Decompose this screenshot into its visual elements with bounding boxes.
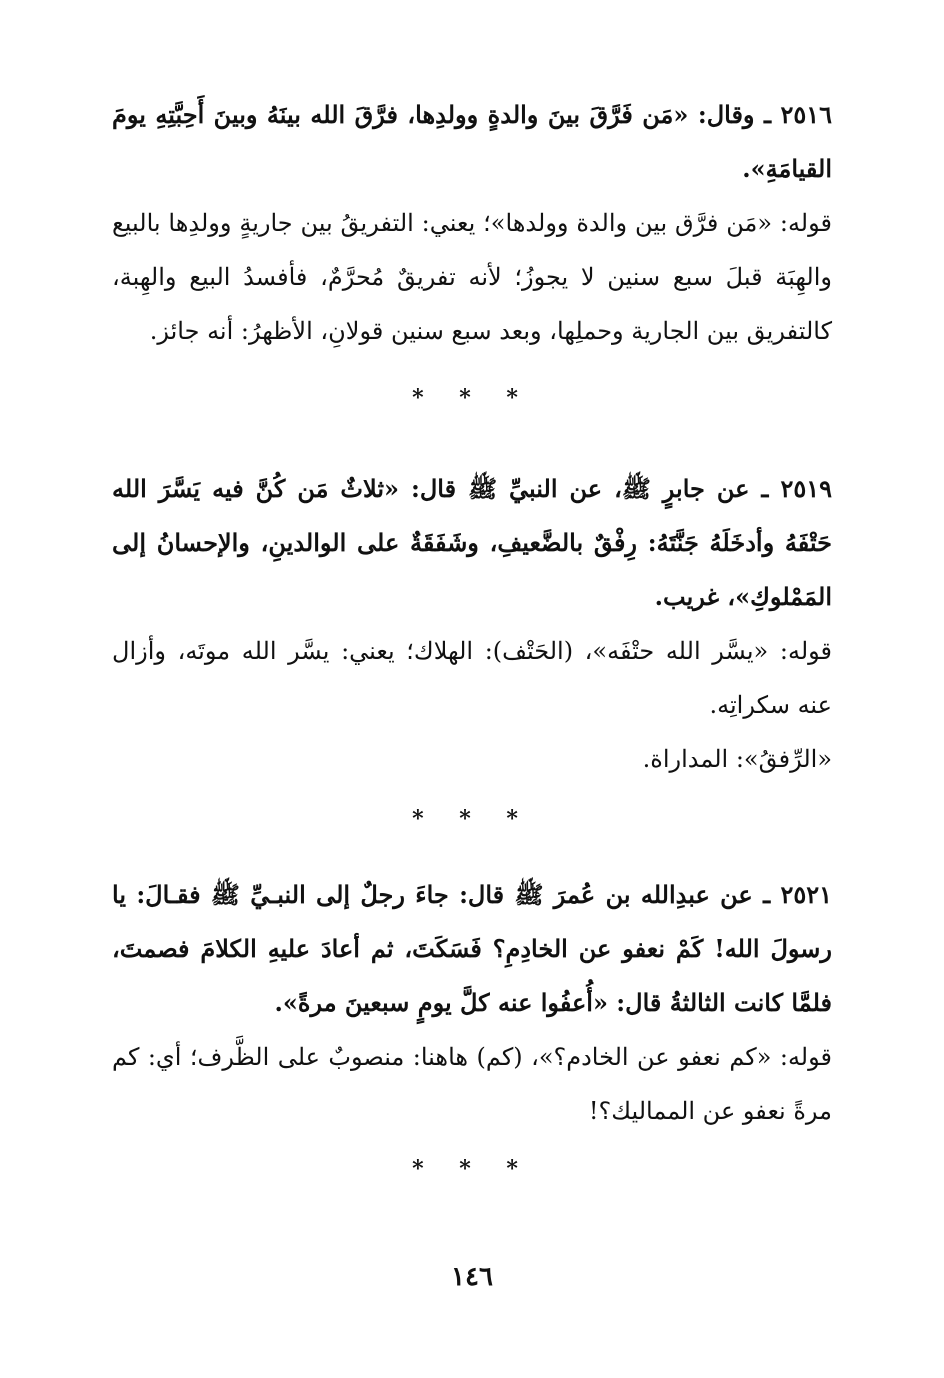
commentary-paragraph: «الرِّفقُ»: المداراة. [642, 745, 832, 773]
commentary-section-2521 [112, 1030, 832, 1138]
commentary-paragraph: قوله: «مَن فرَّق بين والدة وولدها»؛ يعني: التفريقُ بين جاريةٍ وولدِها بالبيع والهِبَة قبلَ سبع سنين لا يجوزُ؛ لأنه تفريقٌ مُحرَّمٌ، فأفسدُ البيع والهِبة، كالتفريق بين الجارية وحملِها، وبعد سبع سنين قولانِ، الأظهرُ: أنه جائز. [112, 209, 832, 345]
hadith-section-2516 [112, 88, 832, 196]
hadith-section-2521 [112, 868, 832, 1030]
hadith-section-2519 [112, 462, 832, 624]
section-separator: * * * [412, 1156, 532, 1182]
hadith-text: ٢٥٢١ ـ عن عبدِالله بن عُمرَ ﷺ قال: جاءَ رجلٌ إلى النبـيِّ ﷺ فقـالَ: يا رسولَ الله! كَمْ نعفو عن الخادِمِ؟ فَسَكَتَ، ثم أعادَ عليهِ الكلامَ فصمتَ، فلمَّا كانت الثالثةُ قال: «أُعفُوا عنه كلَّ يومٍ سبعينَ مرةً». [112, 880, 832, 1017]
commentary-section-2519 [112, 624, 832, 786]
commentary-section-2516 [112, 196, 832, 358]
section-separator: * * * [412, 806, 532, 832]
hadith-text: ٢٥١٦ ـ وقال: «مَن فَرَّقَ بينَ والدةٍ وولدِها، فرَّقَ الله بينَهُ وبينَ أَحِبَّتِهِ يومَ القيامَةِ». [112, 100, 832, 183]
commentary-paragraph: قوله: «كم نعفو عن الخادم؟»، (كم) هاهنا: منصوبٌ على الظَّرف؛ أي: كم مرةً نعفو عن المماليك؟! [112, 1043, 832, 1125]
page-number: ١٤٦ [451, 1262, 493, 1292]
commentary-paragraph: قوله: «يسَّر الله حتْفَه»، (الحَتْف): الهلاك؛ يعني: يسَّر الله موتَه، وأزال عنه سكراتِه. [112, 637, 833, 719]
section-separator: * * * [412, 385, 532, 411]
hadith-text: ٢٥١٩ ـ عن جابرٍ ﷺ، عن النبيِّ ﷺ قال: «ثلاثٌ مَن كُنَّ فيه يَسَّرَ الله حَتْفَهُ وأدخَلَهُ جَنَّتَهُ: رِفْقٌ بالضَّعيفِ، وشَفَقَةٌ على الوالدينِ، والإحسانُ إلى المَمْلوكِ»، غريب. [112, 474, 832, 611]
